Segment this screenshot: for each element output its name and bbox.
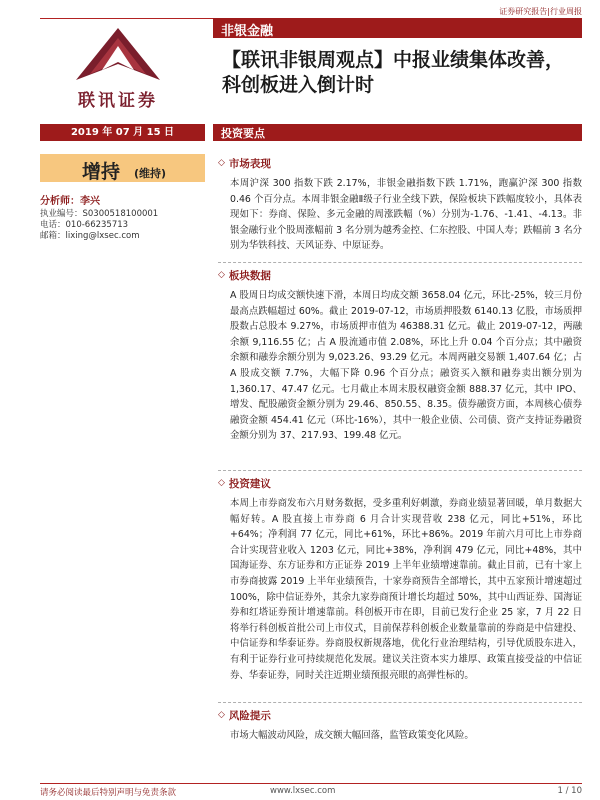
analyst-info [40,196,210,242]
section-body: A 股周日均成交额快速下滑，本周日均成交额 3658.04 亿元，环比-25%，较三月份最高点跌幅超过 60%。截止 2019-07-12，市场质押股数 6140.13 亿股，市场质押股数占总股本 9.27%，市场质押市值为 46388.31 亿元。截止 2019-07-12，两融余额 9,116.55 亿；占 A 股流通市值 2.08%，环比上升 0.04 个百分点；其中融资余额和融券余额分别为 9,023.26、93.29 亿元。本周两融交易额 1,407.64 亿；占 A 股成交额 7.7%，大幅下降 0.96 个百分点；融资买入额和融券卖出额分别为 1,360.17、47.47 亿元。七月截止本周末股权融资金额 888.37 亿元，其中 IPO、增发、配股融资金额分别为 29.46、850.55、8.35。债券融资方面，本周核心债券融资金额 454.41 亿元（环比-16%），其中一般企业债、公司债、资产支持证券融资金额分别为 37、217.93、199.48 亿元。 [230,290,582,442]
disclaimer-link[interactable]: 请务必阅读最后特别声明与免责条款 [40,788,177,798]
section-body: 本周沪深 300 指数下跌 2.17%，非银金融指数下跌 1.71%，跑赢沪深 300 指数 0.46 个百分点。本周非银金融Ⅱ级子行业全线下跌，保险板块下跌幅度较小，具体表现如下：券商、保险、多元金融的周涨跌幅（%）分别为-1.76、-1.41、-4.13。非银金融行业个股周涨幅前 3 名分别为越秀金控、仁东控股、中国人寿；跌幅前 3 名分别为华铁科技、天风证券、中原证券。 [230,178,582,252]
diamond-bullet-icon: ◇ [218,710,225,720]
section-heading-text: 风险提示 [228,709,271,722]
page-number: 1 / 10 [557,786,582,796]
section-heading [218,476,582,490]
website-link[interactable]: www.lxsec.com [270,786,336,796]
logo-mark-icon [48,22,188,86]
rating-box [40,154,205,182]
section-body: 市场大幅波动风险，成交额大幅回落，监管政策变化风险。 [230,730,474,741]
diamond-bullet-icon: ◇ [218,270,225,280]
analyst-email[interactable]: 邮箱：lixing@lxsec.com [40,231,140,241]
section-heading [218,268,582,282]
section-heading [218,156,582,170]
analyst-name: 分析师：李兴 [40,196,100,207]
section-divider [218,262,582,263]
key-points-label: 投资要点 [221,127,265,140]
section-divider [218,702,582,703]
section-heading [218,708,582,722]
analyst-license: 执业编号：S0300518100001 [40,209,159,219]
section-sector-data [218,268,582,444]
section-heading-text: 板块数据 [228,269,271,282]
section-risk [218,708,582,744]
sector-banner [213,18,582,38]
logo-text: 联讯证券 [78,91,158,111]
report-type-tag: 证券研究报告|行业周报 [499,7,582,16]
footer-divider [40,783,582,784]
sector-label: 非银金融 [221,24,274,39]
report-date: 2019 年 07 月 15 日 [40,124,205,141]
section-divider [218,470,582,471]
analyst-phone: 电话：010-66235713 [40,220,129,230]
section-heading-text: 市场表现 [228,157,271,170]
diamond-bullet-icon: ◇ [218,478,225,488]
section-investment-advice [218,476,582,683]
section-heading-text: 投资建议 [228,477,271,490]
diamond-bullet-icon: ◇ [218,158,225,168]
company-logo [48,22,188,111]
rating-status: (维持) [134,167,167,180]
section-market [218,156,582,254]
section-body: 本周上市券商发布六月财务数据，受多重利好刺激，券商业绩显著回暖，单月数据大幅好转。A 股直接上市券商 6 月合计实现营收 238 亿元，同比+51%，环比+64%；净利润 77 亿元，同比+61%，环比+86%。2019 年前六月可比上市券商合计实现营业收入 1203 亿元，同比+38%，净利润 479 亿元，同比+48%，其中国海证券、东方证券和方正证券 2019 上半年业绩增速靠前。截止目前，已有十家上市券商披露 2019 上半年业绩预告，十家券商预告全部增长，其中五家预计增速超过 100%，除中信证券外，其余九家券商预计增长均超过 50%，其中山西证券、国海证券和红塔证券预计增速靠前。科创板开市在即，目前已发行企业 25 家，7 月 22 日将举行科创板首批公司上市仪式，目前保荐科创板企业数量靠前的券商是中信建投、中信证券和华泰证券。券商股权新规落地，优化行业治理结构，引导优质股东进入，有利于证券行业可持续规范化发展。建议关注资本实力雄厚、政策直接受益的中信证券、华泰证券，同时关注近期业绩预报亮眼的高弹性标的。 [230,498,582,681]
report-title: 【联讯非银周观点】中报业绩集体改善，科创板进入倒计时 [222,49,565,96]
key-points-banner [213,124,582,141]
rating-value: 增持 [82,161,121,183]
